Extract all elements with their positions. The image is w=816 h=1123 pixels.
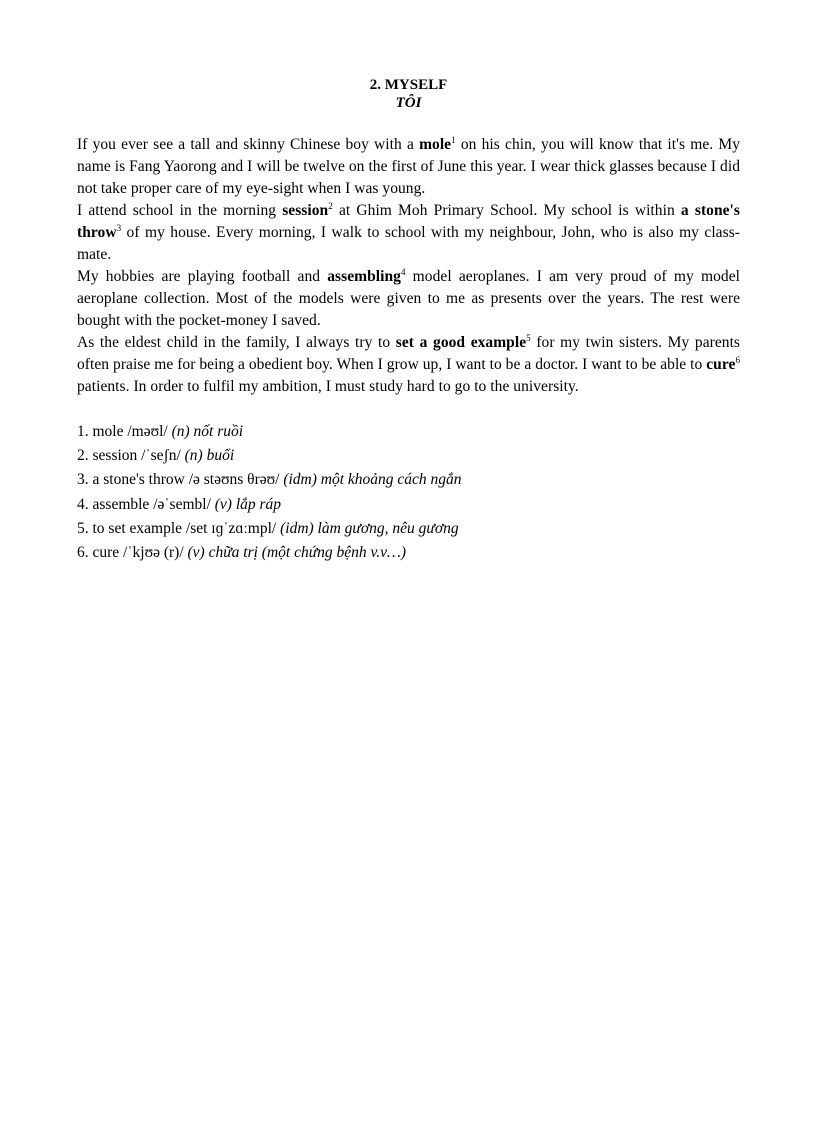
page-subtitle: TÔI — [395, 95, 422, 111]
paragraph-text: of my house. Every morning, I walk to school with my neighbour, John, who is also my class-mate. — [77, 224, 740, 263]
glossary-term: 1. mole /məʊl/ — [77, 423, 172, 440]
paragraph-text: patients. In order to fulfil my ambition, I must study hard to go to the university. — [77, 378, 579, 395]
footnote-marker: 5 — [526, 333, 531, 343]
footnote-marker: 6 — [735, 355, 740, 365]
glossary-term: 3. a stone's throw /ə stəʊns θrəʊ/ — [77, 471, 284, 489]
footnote-marker: 1 — [451, 135, 456, 145]
key-term: a stone's throw — [77, 202, 740, 241]
glossary-term: 2. session /ˈseʃn/ — [77, 447, 185, 465]
paragraph-text: for my twin sisters. My parents often praise me for being a obedient boy. When I grow up, I want to be a doctor. I want to be able to — [77, 334, 741, 373]
key-term: set a good example — [395, 334, 527, 351]
key-term: assembling — [327, 268, 401, 285]
paragraph — [77, 266, 740, 332]
paragraph — [77, 332, 740, 398]
glossary-item — [77, 444, 740, 468]
glossary-definition: (n) buổi — [184, 447, 235, 465]
glossary-definition: (n) nốt ruồi — [171, 423, 244, 440]
glossary-term: 6. cure /ˈkjʊə (r)/ — [77, 544, 188, 562]
glossary-definition: (v) lắp ráp — [214, 495, 282, 513]
glossary-item — [77, 493, 740, 517]
glossary-term: 4. assemble /əˈsembl/ — [77, 495, 215, 513]
document-page — [77, 76, 740, 565]
footnote-marker: 4 — [400, 267, 406, 277]
page-title: 2. MYSELF — [369, 77, 448, 93]
paragraph-text: model aeroplanes. I am very proud of my model aeroplane collection. Most of the models were given to me as presents over the years. The rest were bought with the pocket-money I saved. — [77, 268, 740, 329]
glossary-list — [77, 420, 740, 565]
glossary-item — [77, 517, 740, 541]
paragraph-text: If you ever see a tall and skinny Chinese boy with a — [77, 136, 420, 153]
footnote-marker: 3 — [116, 223, 122, 233]
paragraph-text: at Ghim Moh Primary School. My school is within — [332, 202, 681, 219]
key-term: mole — [419, 136, 452, 153]
glossary-definition: (idm) làm gương, nêu gương — [280, 519, 459, 537]
key-term: cure — [706, 356, 736, 373]
key-term: session — [282, 202, 329, 219]
glossary-item — [77, 420, 740, 444]
paragraph-text: on his chin, you will know that it's me. My name is Fang Yaorong and I will be twelve on the first of June this year. I wear thick glasses because I did not take proper care of my eye-sight when I was young. — [77, 136, 740, 197]
glossary-definition: (v) chữa trị (một chứng bệnh v.v…) — [187, 544, 406, 562]
glossary-definition: (idm) một khoảng cách ngắn — [283, 471, 462, 489]
glossary-item — [77, 541, 740, 565]
paragraph — [77, 200, 740, 266]
paragraph-text: As the eldest child in the family, I always try to — [77, 334, 396, 351]
paragraph — [77, 134, 740, 200]
glossary-term: 5. to set example /set ɪɡˈzɑːmpl/ — [77, 519, 281, 537]
article-body — [77, 134, 740, 398]
paragraph-text: I attend school in the morning — [77, 202, 283, 219]
footnote-marker: 2 — [328, 201, 333, 211]
paragraph-text: My hobbies are playing football and — [77, 268, 328, 285]
glossary-item — [77, 468, 740, 492]
